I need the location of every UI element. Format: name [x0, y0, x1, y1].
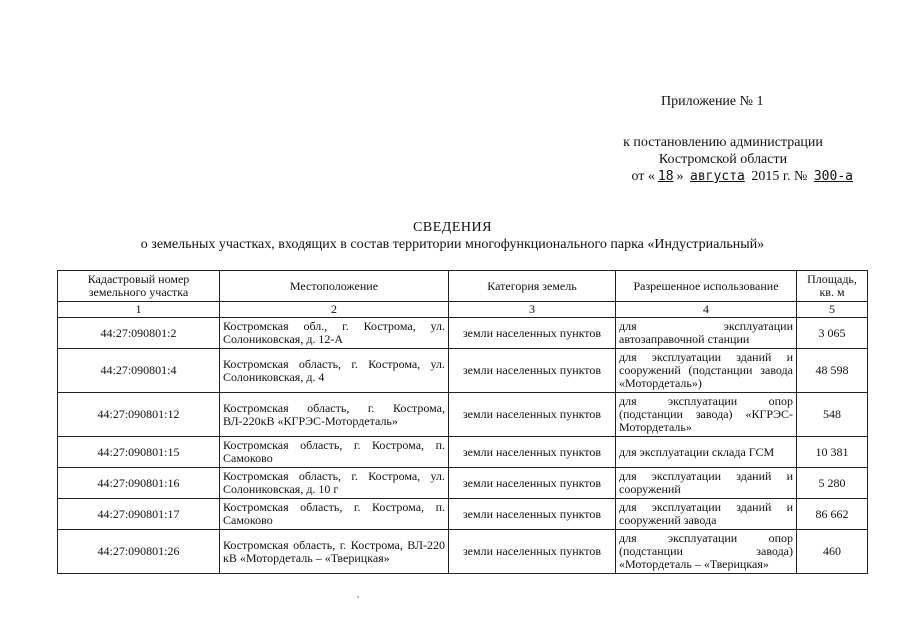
decree-from: от « — [631, 169, 655, 184]
cell-usage: для эксплуатации склада ГСМ — [616, 437, 797, 468]
cell-usage: для эксплуатации зданий и сооружений — [616, 468, 797, 499]
column-number: 3 — [449, 302, 616, 318]
cell-cadastral: 44:27:090801:26 — [58, 530, 220, 574]
cell-category: земли населенных пунктов — [449, 530, 616, 574]
cell-cadastral: 44:27:090801:16 — [58, 468, 220, 499]
cell-location: Костромская область, г. Кострома, ВЛ-220кВ «КГРЭС-Мотордеталь» — [220, 393, 449, 437]
cell-category: земли населенных пунктов — [449, 468, 616, 499]
cell-category: земли населенных пунктов — [449, 318, 616, 349]
cell-area: 48 598 — [797, 349, 868, 393]
cell-location: Костромская область, г. Кострома, ул. Солониковская, д. 4 — [220, 349, 449, 393]
cell-area: 460 — [797, 530, 868, 574]
cell-location: Костромская область, г. Кострома, ул. Солониковская, д. 10 г — [220, 468, 449, 499]
header-usage: Разрешенное использование — [616, 271, 797, 302]
decree-date-line — [590, 168, 856, 185]
land-plots-table — [57, 270, 868, 574]
decree-year: 2015 г. № — [751, 169, 808, 184]
cell-category: земли населенных пунктов — [449, 499, 616, 530]
appendix-label: Приложение № 1 — [661, 94, 764, 109]
decree-line-1: к постановлению администрации — [623, 135, 823, 150]
table-row — [58, 437, 868, 468]
decree-reference — [590, 134, 856, 185]
cell-usage: для эксплуатации опор (подстанции завода) «Мотордеталь – «Тверицкая» — [616, 530, 797, 574]
header-area: Площадь, кв. м — [797, 271, 868, 302]
decree-day: 18 — [657, 169, 674, 184]
table-row — [58, 318, 868, 349]
title-subtitle: о земельных участках, входящих в состав территории многофункционального парка «Индустриальный» — [140, 237, 765, 252]
cell-usage: для эксплуатации автозаправочной станции — [616, 318, 797, 349]
cell-category: земли населенных пунктов — [449, 349, 616, 393]
cell-location: Костромская область, г. Кострома, ВЛ-220 кВ «Мотордеталь – «Тверицкая» — [220, 530, 449, 574]
cell-area: 5 280 — [797, 468, 868, 499]
cell-location: Костромская область, г. Кострома, п. Самоково — [220, 499, 449, 530]
cell-cadastral: 44:27:090801:15 — [58, 437, 220, 468]
table-row — [58, 393, 868, 437]
cell-area: 86 662 — [797, 499, 868, 530]
column-number: 5 — [797, 302, 868, 318]
decree-line-2: Костромской области — [658, 152, 788, 167]
cell-category: земли населенных пунктов — [449, 437, 616, 468]
cell-cadastral: 44:27:090801:2 — [58, 318, 220, 349]
table-row — [58, 468, 868, 499]
header-location: Местоположение — [220, 271, 449, 302]
column-number-row — [58, 302, 868, 318]
column-number: 1 — [58, 302, 220, 318]
table-row — [58, 499, 868, 530]
column-number: 4 — [616, 302, 797, 318]
cell-cadastral: 44:27:090801:12 — [58, 393, 220, 437]
header-cadastral: Кадастровый номер земельного участка — [58, 271, 220, 302]
cell-usage: для эксплуатации опор (подстанции завода) «КГРЭС-Мотордеталь» — [616, 393, 797, 437]
cell-usage: для эксплуатации зданий и сооружений (подстанции завода «Мотордеталь») — [616, 349, 797, 393]
title-main: СВЕДЕНИЯ — [413, 220, 492, 235]
decree-month: августа — [690, 169, 745, 184]
cell-area: 3 065 — [797, 318, 868, 349]
table-row — [58, 349, 868, 393]
cell-usage: для эксплуатации зданий и сооружений завода — [616, 499, 797, 530]
cell-cadastral: 44:27:090801:17 — [58, 499, 220, 530]
decree-mid: » — [676, 169, 684, 184]
scan-speck — [357, 596, 359, 598]
table-row — [58, 530, 868, 574]
cell-location: Костромская область, г. Кострома, п. Самоково — [220, 437, 449, 468]
header-category: Категория земель — [449, 271, 616, 302]
cell-category: земли населенных пунктов — [449, 393, 616, 437]
table-header-row — [58, 271, 868, 302]
cell-area: 548 — [797, 393, 868, 437]
cell-cadastral: 44:27:090801:4 — [58, 349, 220, 393]
cell-area: 10 381 — [797, 437, 868, 468]
column-number: 2 — [220, 302, 449, 318]
cell-location: Костромская обл., г. Кострома, ул. Солониковская, д. 12-А — [220, 318, 449, 349]
document-title — [0, 219, 905, 253]
decree-number: 300-а — [813, 169, 853, 184]
